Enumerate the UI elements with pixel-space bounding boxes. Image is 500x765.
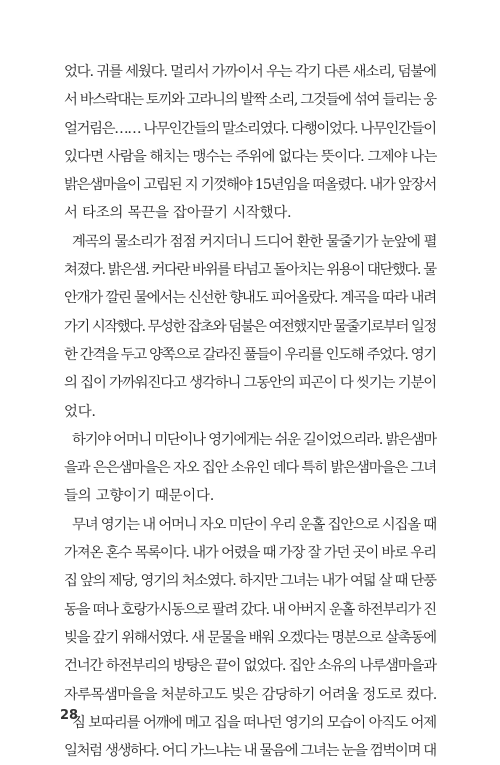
text-line: 건너간 하전부리의 방탕은 끝이 없었다. 집안 소유의 나루샘마을과 bbox=[64, 658, 437, 675]
text-line: 계곡의 물소리가 점점 커지더니 드디어 환한 물줄기가 눈앞에 펼 bbox=[72, 233, 437, 250]
text-line: 밝은샘마을이 고립된 지 기껏해야 15년임을 떠올렸다. 내가 앞장서 bbox=[64, 177, 437, 194]
body-text bbox=[64, 58, 437, 765]
text-line: 쳐졌다. 밝은샘. 커다란 바위를 타넘고 돌아치는 위용이 대단했다. 물 bbox=[64, 262, 436, 279]
text-line: 가져온 혼수 목록이다. 내가 어렸을 때 가장 잘 가던 곳이 바로 우리 bbox=[64, 545, 436, 562]
text-line: 하기야 어머니 미단이나 영기에게는 쉬운 길이었으리라. 밝은샘마 bbox=[72, 431, 436, 448]
text-line: 들의 고향이기 때문이다. bbox=[64, 488, 215, 505]
text-line: 었다. 귀를 세웠다. 멀리서 가까이서 우는 각기 다른 새소리, 덤불에 bbox=[64, 64, 436, 80]
text-line: 었다. bbox=[64, 403, 96, 420]
text-line: 빚을 갚기 위해서였다. 새 문물을 배워 오겠다는 명분으로 살촉동에 bbox=[64, 629, 436, 646]
text-line: 가기 시작했다. 무성한 잡초와 덤불은 여전했지만 물줄기로부터 일정 bbox=[64, 318, 436, 335]
text-line: 의 집이 가까워진다고 생각하니 그동안의 피곤이 다 씻기는 기분이 bbox=[64, 375, 437, 392]
text-line: 일처럼 생생하다. 어디 가느냐는 내 물음에 그녀는 눈을 껌벅이며 대 bbox=[64, 743, 436, 760]
text-line: 얼거림은…… 나무인간들의 말소리였다. 다행이었다. 나무인간들이 bbox=[64, 120, 436, 137]
text-line: 서 타조의 목끈을 잡아끌기 시작했다. bbox=[64, 205, 292, 222]
text-line: 한 간격을 두고 양쪽으로 갈라진 풀들이 우리를 인도해 주었다. 영기 bbox=[64, 346, 436, 363]
page-number: 28 bbox=[60, 708, 79, 723]
text-line: 집 앞의 제당, 영기의 처소였다. 하지만 그녀는 내가 여덟 살 때 단풍 bbox=[64, 573, 436, 590]
text-line: 자루목샘마을을 처분하고도 빚은 감당하기 어려울 정도로 컸다. bbox=[64, 686, 437, 703]
text-line: 동을 떠나 호랑가시동으로 팔려 갔다. 내 아버지 운홀 하전부리가 진 bbox=[64, 601, 436, 618]
text-line: 을과 은은샘마을은 자오 집안 소유인 데다 특히 밝은샘마을은 그녀 bbox=[64, 460, 437, 477]
text-line: 짐 보따리를 어깨에 메고 집을 떠나던 영기의 모습이 아직도 어제 bbox=[72, 714, 437, 731]
text-line: 있다면 사람을 해치는 맹수는 주위에 없다는 뜻이다. 그제야 나는 bbox=[64, 148, 437, 165]
text-line: 안개가 깔린 물에서는 신선한 향내도 피어올랐다. 계곡을 따라 내려 bbox=[64, 290, 436, 307]
text-line: 서 바스락대는 토끼와 고라니의 발짝 소리, 그것들에 섞여 들리는 웅 bbox=[64, 92, 436, 109]
text-line: 무녀 영기는 내 어머니 자오 미단이 우리 운홀 집안으로 시집올 때 bbox=[72, 516, 436, 533]
